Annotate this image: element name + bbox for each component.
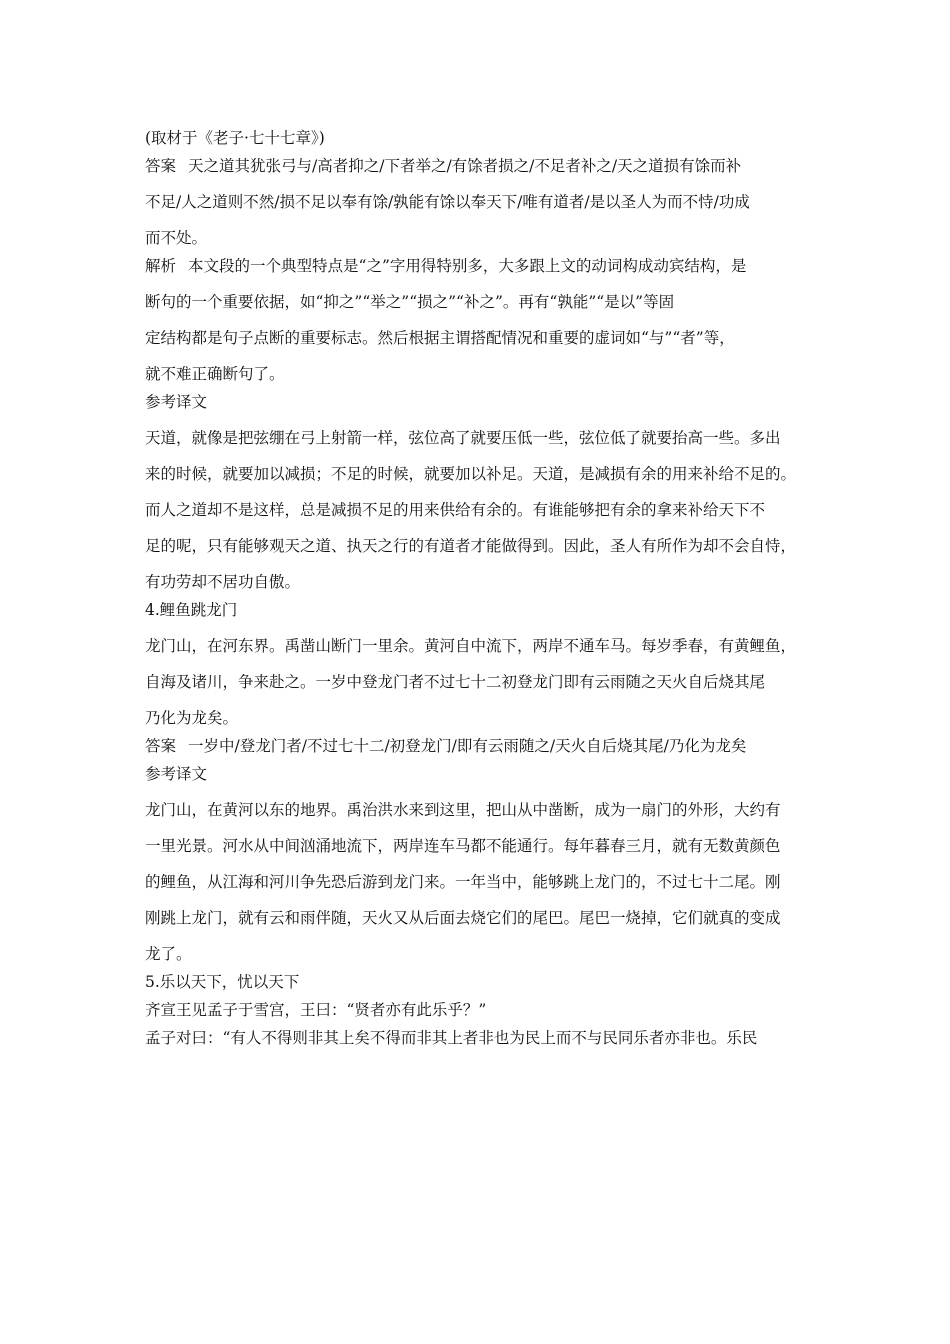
translation-line-1: 天道，就像是把弦绷在弓上射箭一样，弦位高了就要压低一些，弦位低了就要抬高一些。多出 xyxy=(145,429,781,447)
answer-label: 答案 xyxy=(145,737,177,755)
analysis-line-3: 定结构都是句子点断的重要标志。然后根据主谓搭配情况和重要的虚词如“与”“者”等， xyxy=(145,329,735,347)
translation-line-5: 有功劳却不居功自傲。 xyxy=(145,573,301,591)
translation-line-3: 而人之道却不是这样，总是减损不足的用来供给有余的。有谁能够把有余的拿来补给天下不 xyxy=(145,501,766,519)
text-line-1: 龙门山，在河东界。禹凿山断门一里余。黄河自中流下，两岸不通车马。每岁季春，有黄鲤鱼， xyxy=(145,637,797,655)
answer-line-1: 答案 天之道其犹张弓与/高者抑之/下者举之/有馀者损之/不足者补之/天之道损有馀而补 xyxy=(145,157,742,175)
answer-line-3: 而不处。 xyxy=(145,229,208,247)
analysis-label: 解析 xyxy=(145,257,177,275)
analysis-line-2: 断句的一个重要依据，如“抑之”“举之”“损之”“补之”。再有“孰能”“是以”等固 xyxy=(145,293,675,311)
translation-line-2: 来的时候，就要加以减损；不足的时候，就要加以补足。天道，是减损有余的用来补给不足的。 xyxy=(145,465,797,483)
section-heading-4: 4.鲤鱼跳龙门 xyxy=(145,601,238,619)
text-line-2: 孟子对曰：“有人不得则非其上矣不得而非其上者非也为民上而不与民同乐者亦非也。乐民 xyxy=(145,1029,758,1047)
source-note: (取材于《老子·七十七章》) xyxy=(145,129,325,147)
translation-line-1: 龙门山，在黄河以东的地界。禹治洪水来到这里，把山从中凿断，成为一扇门的外形，大约有 xyxy=(145,801,781,819)
document-page xyxy=(145,118,825,1048)
answer-line: 答案 一岁中/登龙门者/不过七十二/初登龙门/即有云雨随之/天火自后烧其尾/乃化为龙矣 xyxy=(145,737,747,755)
text-line-1: 齐宣王见孟子于雪宫，王曰：“贤者亦有此乐乎？” xyxy=(145,1001,487,1019)
translation-line-2: 一里光景。河水从中间汹涌地流下，两岸连车马都不能通行。每年暮春三月，就有无数黄颜色 xyxy=(145,837,781,855)
translation-line-3: 的鲤鱼，从江海和河川争先恐后游到龙门来。一年当中，能够跳上龙门的，不过七十二尾。刚 xyxy=(145,873,781,891)
translation-label: 参考译文 xyxy=(145,393,208,411)
translation-line-4: 足的呢，只有能够观天之道、执天之行的有道者才能做得到。因此，圣人有所作为却不会自恃， xyxy=(145,537,797,555)
translation-line-5: 龙了。 xyxy=(145,945,192,963)
translation-line-4: 刚跳上龙门，就有云和雨伴随，天火又从后面去烧它们的尾巴。尾巴一烧掉，它们就真的变成 xyxy=(145,909,781,927)
text-line-3: 乃化为龙矣。 xyxy=(145,709,239,727)
analysis-line-1: 解析 本文段的一个典型特点是“之”字用得特别多，大多跟上文的动词构成动宾结构，是 xyxy=(145,257,747,275)
section-heading-5: 5.乐以天下，忧以天下 xyxy=(145,973,300,991)
answer-label: 答案 xyxy=(145,157,177,175)
translation-label: 参考译文 xyxy=(145,765,208,783)
text-line-2: 自海及诸川，争来赴之。一岁中登龙门者不过七十二初登龙门即有云雨随之天火自后烧其尾 xyxy=(145,673,766,691)
analysis-line-4: 就不难正确断句了。 xyxy=(145,365,285,383)
answer-line-2: 不足/人之道则不然/损不足以奉有馀/孰能有馀以奉天下/唯有道者/是以圣人为而不恃/功成 xyxy=(145,193,750,211)
